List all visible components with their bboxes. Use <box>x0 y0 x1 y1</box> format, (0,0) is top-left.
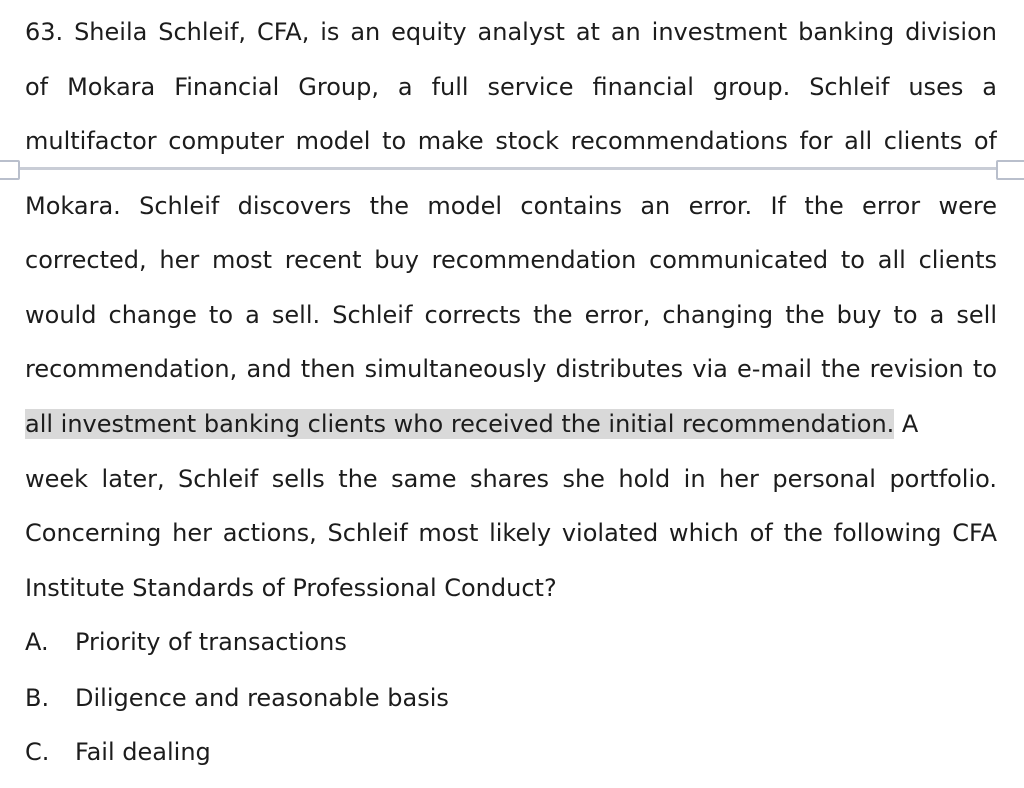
option-text: Priority of transactions <box>75 628 347 656</box>
page-divider <box>0 167 1024 170</box>
question-line-tail: A <box>894 410 919 438</box>
question-line: corrected, her most recent buy recommendation communicated to all clients <box>25 246 997 274</box>
question-line: week later, Schleif sells the same shares she hold in her personal portfolio. <box>25 465 997 493</box>
text-highlight[interactable]: all investment banking clients who received the initial recommendation. <box>25 409 894 439</box>
question-line: 63. Sheila Schleif, CFA, is an equity analyst at an investment banking division <box>25 18 997 46</box>
option-letter: B. <box>25 684 50 712</box>
question-line: of Mokara Financial Group, a full service financial group. Schleif uses a <box>25 73 997 101</box>
option-a[interactable] <box>25 627 347 657</box>
option-letter: C. <box>25 738 50 766</box>
question-line: would change to a sell. Schleif corrects the error, changing the buy to a sell <box>25 301 997 329</box>
option-letter: A. <box>25 628 49 656</box>
page-marker-right <box>996 160 1024 180</box>
question-line-highlighted <box>25 409 997 439</box>
question-line: Mokara. Schleif discovers the model contains an error. If the error were <box>25 192 997 220</box>
question-line: recommendation, and then simultaneously distributes via e-mail the revision to <box>25 355 997 383</box>
question-line: Institute Standards of Professional Conduct? <box>25 574 557 602</box>
question-line: Concerning her actions, Schleif most likely violated which of the following CFA <box>25 519 997 547</box>
option-c[interactable] <box>25 737 211 767</box>
option-text: Diligence and reasonable basis <box>75 684 449 712</box>
option-b[interactable] <box>25 683 449 713</box>
page-marker-left <box>0 160 20 180</box>
question-line: multifactor computer model to make stock recommendations for all clients of <box>25 127 997 155</box>
option-text: Fail dealing <box>75 738 211 766</box>
